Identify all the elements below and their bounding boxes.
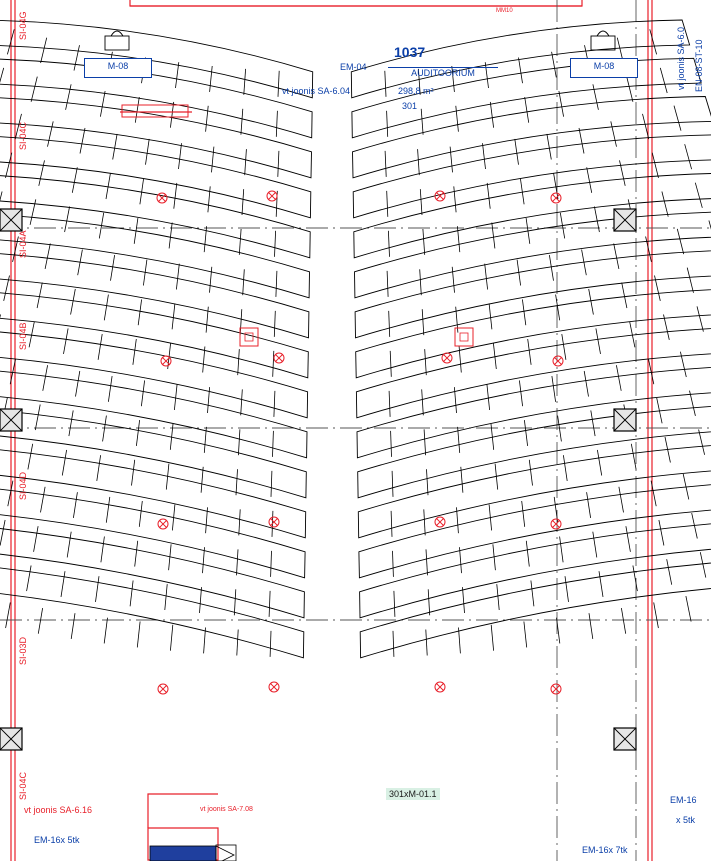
seat-divider [137,622,140,648]
seat-divider [515,139,519,165]
em16-5tk-bottom: EM-16x 5tk [34,835,80,845]
seat-divider [236,469,238,495]
seat-divider [71,613,75,639]
seat-divider [700,552,706,577]
seat-divider [631,444,636,470]
seat-divider [234,589,236,615]
seat-divider [37,283,42,309]
ref-sa-708: vt joonis SA-7.08 [200,806,253,813]
seat-divider [552,52,557,78]
seat-divider [485,264,488,290]
seat-row [360,556,711,658]
seat-divider [165,584,167,610]
seat-divider [393,631,394,657]
em16-right: EM-16 [670,795,697,805]
seat-divider [72,167,77,193]
seat-divider [169,223,172,249]
equipment-m08-left: M-08 [84,58,152,78]
seat-divider [0,68,4,93]
grid-label: SI-04G [18,11,28,40]
seat-divider [426,549,428,575]
seat-divider [274,311,275,337]
seat-divider [423,229,425,255]
seat-divider [136,420,139,446]
seat-divider [238,429,240,455]
seat-divider [241,109,243,135]
seat-divider [179,143,182,169]
seat-divider [461,467,463,493]
ceiling-equipment-icon [105,31,129,50]
seat-divider [76,371,80,397]
floor-device-icon [551,684,561,694]
seat-divider [271,551,272,577]
seat-divider [237,549,239,575]
floor-device-icon [158,684,168,694]
seat-divider [210,66,213,92]
seat-divider [100,91,105,117]
seat-divider [270,631,271,657]
seat-divider [422,389,424,415]
seat-divider [562,334,566,360]
seat-divider [565,576,569,602]
seat-divider [391,431,392,457]
seat-divider [490,102,493,128]
em16-right-qty: x 5tk [676,815,696,825]
seat-divider [113,134,117,160]
seat-divider [589,289,594,315]
seat-divider [392,471,393,497]
seat-divider [73,492,77,518]
seat-divider [648,359,653,384]
right-vert-note-2: EN-08-ST-10 [694,39,704,92]
seat-divider [497,584,499,610]
seat-divider [492,223,495,249]
seat-divider [278,151,279,177]
seat-divider [593,532,597,558]
seat-divider [452,267,454,293]
floor-device-icon [158,519,168,529]
seat-divider [552,376,556,402]
seat-divider [391,511,392,537]
seat-divider [276,271,277,297]
seat-divider [393,551,394,577]
floor-device-icon [442,353,452,363]
grid-label: SI-04A [18,230,28,258]
seat-row [0,441,306,538]
seat-divider [31,77,37,102]
structural-column [614,728,636,750]
seat-row [0,479,305,578]
seat-divider [459,628,461,654]
floor-device-icon [157,193,167,203]
seat-row [0,403,306,498]
seat-divider [204,628,206,654]
ceiling-equipment-icon [591,31,615,50]
seat-divider [103,416,107,442]
seat-divider [524,622,527,648]
seat-divider [139,501,142,527]
seat-divider [69,410,73,436]
seat-divider [660,68,667,93]
seat-row [0,58,312,138]
room-name: AUDITOORIUM [388,67,498,78]
seat-divider [276,111,277,137]
seat-divider [388,231,389,257]
seat-divider [524,420,527,446]
seat-row [0,173,310,258]
seat-row [360,518,711,618]
em-04-label: EM-04 [340,62,367,72]
seat-divider [560,537,564,563]
seat-divider [425,349,427,375]
seat-divider [695,183,702,208]
seat-divider [587,492,591,518]
seat-divider [111,255,115,281]
seat-divider [531,581,534,607]
seat-divider [489,303,492,329]
seat-divider [699,430,705,455]
seat-divider [627,77,633,102]
seat-row [0,20,313,98]
structural-column [614,209,636,231]
seat-divider [206,106,209,132]
seat-divider [685,144,692,169]
seat-divider [244,69,246,95]
seat-divider [460,547,462,573]
seat-divider [463,587,465,613]
seat-divider [418,149,420,175]
seat-divider [633,566,638,592]
seat-divider [420,189,422,215]
grid-label: SI-04B [18,322,28,350]
mm10-label: MM10 [496,8,513,14]
equipment-m08-right: M-08 [570,58,638,78]
seat-divider [519,380,522,406]
seat-divider [622,283,627,309]
structural-column [614,409,636,431]
seat-divider [275,231,276,257]
seat-divider [130,581,133,607]
seat-divider [387,271,388,297]
seat-divider [66,84,72,110]
structural-column [0,728,22,750]
seat-divider [390,351,391,377]
floor-device-icon [269,682,279,692]
seat-divider [549,255,553,281]
seat-row [0,288,308,378]
seat-divider [212,147,214,173]
seat-divider [278,71,279,97]
seat-divider [589,613,593,639]
seat-divider [428,589,430,615]
seat-divider [273,431,274,457]
floor-device-icon [551,193,561,203]
seat-divider [28,444,33,470]
seat-divider [104,295,108,321]
seat-divider [547,134,551,160]
seat-divider [526,541,529,567]
seat-divider [385,71,386,97]
seat-divider [659,520,664,546]
seat-divider [45,244,50,269]
seat-divider [39,160,45,185]
seat-divider [176,62,179,88]
seat-divider [614,244,619,269]
seat-divider [271,471,272,497]
seat-divider [620,160,626,185]
bottom-room-tag: 301xM-01.1 [386,788,440,800]
seat-divider [38,608,42,634]
floor-device-icon [274,353,284,363]
seat-divider [596,328,601,354]
ref-sa-616: vt joonis SA-6.16 [24,805,93,815]
seat-divider [584,371,588,397]
seat-divider [241,389,243,415]
grid-label: SI-04C [18,771,28,800]
seat-divider [132,460,135,486]
grid-label: SI-04D [18,471,28,500]
grid-label: SI-03D [18,636,28,665]
seat-divider [697,306,703,331]
seat-divider [387,111,388,137]
seat-divider [587,167,592,193]
seat-divider [242,189,244,215]
seat-divider [522,501,525,527]
seat-row [0,556,304,658]
seat-divider [203,547,205,573]
seat-divider [667,559,672,585]
seat-divider [597,450,601,476]
seat-divider [135,97,139,123]
seat-divider [528,339,531,365]
seat-divider [43,365,48,391]
seat-divider [269,591,270,617]
room-area: 298,8 m² [398,86,434,96]
seat-divider [35,405,40,431]
seat-divider [454,186,456,212]
seat-divider [141,380,144,406]
seat-divider [616,365,621,391]
seat-divider [394,591,395,617]
seat-divider [170,102,173,128]
seat-divider [135,541,138,567]
seat-divider [74,45,80,70]
ref-sa-604: vt joonis SA-6.04 [282,86,351,96]
floor-device-icon [435,682,445,692]
structural-column [0,409,22,431]
seat-divider [662,192,668,217]
seat-divider [420,269,422,295]
floor-device-icon [551,519,561,529]
seat-divider [97,455,101,481]
seat-row [0,518,304,618]
seat-divider [104,618,107,644]
seat-divider [200,587,202,613]
seat-divider [71,289,76,315]
seat-divider [201,467,203,493]
floor-device-icon [435,517,445,527]
seat-divider [491,625,493,651]
seat-divider [529,460,532,486]
seat-divider [174,384,177,410]
seat-divider [389,311,390,337]
seat-divider [273,351,274,377]
seat-divider [8,481,13,507]
seat-divider [487,384,490,410]
seat-divider [556,295,560,321]
seat-divider [239,509,240,535]
seat-divider [450,147,452,173]
seat-divider [34,526,39,552]
seat-divider [687,268,693,293]
seat-divider [456,106,459,132]
seat-divider [106,497,110,523]
floor-device-icon [269,517,279,527]
seat-divider [422,309,424,335]
seat-divider [626,526,631,552]
seat-divider [96,576,100,602]
floor-device-icon [435,191,445,201]
seat-divider [6,602,11,628]
grid-label: SI-04C [18,121,28,150]
seat-divider [274,391,275,417]
seat-divider [170,625,172,651]
seat-divider [27,566,32,592]
seat-divider [245,149,247,175]
seat-divider [654,602,659,628]
seat-divider [427,469,429,495]
seat-divider [61,571,65,597]
seat-divider [621,608,625,634]
floor-device-icon [553,356,563,366]
seat-divider [389,391,390,417]
seat-divider [238,349,240,375]
seat-divider [677,229,683,254]
floor-device-icon [267,191,277,201]
seat-divider [519,58,523,84]
seat-divider [146,139,150,165]
seat-divider [558,416,562,442]
seat-divider [483,143,486,169]
seat-divider [237,630,238,656]
floor-device-icon [161,356,171,366]
seat-divider [108,376,112,402]
seat-divider [424,509,425,535]
seat-divider [525,97,529,123]
seat-divider [62,450,66,476]
seat-divider [619,487,624,513]
seat-divider [686,596,691,622]
em16-7tk-bottom: EM-16x 7tk [582,845,628,855]
seat-divider [522,299,525,325]
seat-divider [579,128,584,154]
seat-divider [385,151,386,177]
seat-divider [172,303,175,329]
seat-divider [48,121,54,146]
seat-divider [674,106,681,131]
seat-divider [176,264,179,290]
seat-divider [424,429,426,455]
seat-divider [101,537,105,563]
room-code: 301 [402,101,418,111]
seat-divider [80,128,85,154]
room-number: 1037 [394,44,426,60]
seat-divider [650,29,657,54]
seat-divider [387,191,388,217]
seat-divider [174,183,177,209]
seat-divider [239,229,241,255]
seat-divider [0,520,5,546]
seat-divider [599,571,603,597]
seat-divider [559,91,564,117]
seat-divider [41,38,47,63]
seat-divider [208,186,210,212]
seat-divider [41,487,46,513]
seat-divider [563,455,567,481]
seat-divider [64,328,69,354]
seat-divider [421,109,423,135]
seat-divider [652,153,658,178]
seat-divider [593,84,599,110]
seat-divider [133,339,136,365]
seat-divider [138,299,141,325]
seat-divider [67,532,71,558]
structural-column [0,209,22,231]
seat-divider [243,269,245,295]
seat-divider [591,410,595,436]
seat-divider [98,334,102,360]
seat-divider [487,183,490,209]
seat-row [0,211,309,297]
seat-divider [611,121,617,146]
seat-divider [210,267,212,293]
right-vert-note-1: vt joonis SA-6.0 [676,26,686,90]
seat-divider [426,630,427,656]
